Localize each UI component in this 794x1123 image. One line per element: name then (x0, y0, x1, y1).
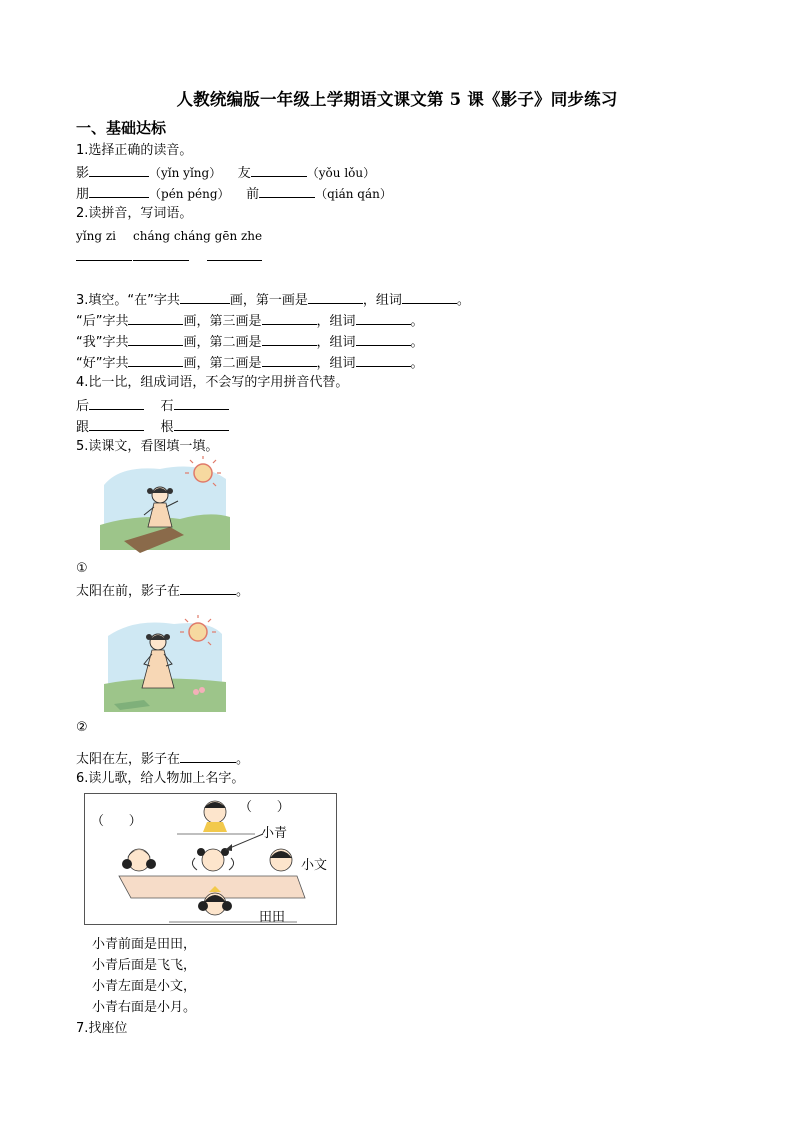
answer-blank[interactable] (128, 332, 183, 346)
answer-blank[interactable] (259, 184, 315, 198)
illustration-sun-left (104, 612, 226, 712)
q5-text: 太阳在左，影子在 (76, 752, 181, 767)
answer-blank[interactable] (251, 163, 307, 177)
q1-stem: 1.选择正确的读音。 (76, 143, 193, 158)
q4-row-2 (76, 417, 229, 437)
answer-blank[interactable] (262, 332, 317, 346)
answer-blank[interactable] (89, 163, 149, 177)
answer-blank[interactable] (174, 417, 229, 431)
q3-text: ，组词 (316, 314, 356, 329)
answer-blank[interactable] (180, 581, 236, 595)
q5-text: 。 (236, 584, 250, 599)
label-xiaowen: 小文 (301, 858, 328, 873)
q1-options-qian: （qián qán） (315, 187, 392, 201)
q3-text: 。 (456, 293, 470, 308)
answer-blank[interactable] (356, 353, 411, 367)
answer-blank[interactable] (180, 749, 236, 763)
answer-blank[interactable] (207, 260, 262, 261)
q5-sentence-1 (76, 581, 249, 601)
answer-blank[interactable] (76, 260, 132, 261)
q2-pinyin-2: cháng cháng gēn zhe (133, 229, 263, 243)
q2-stem: 2.读拼音，写词语。 (76, 206, 193, 221)
q3-line-1 (76, 290, 470, 310)
q3-line-2 (76, 311, 424, 331)
q4-char: 根 (160, 420, 174, 435)
q3-text: 画，第二画是 (183, 335, 262, 350)
q3-text: 画，第一画是 (229, 293, 308, 308)
figure-number-1: ① (76, 561, 88, 576)
q1-row1 (76, 163, 375, 183)
page-title: 人教统编版一年级上学期语文课文第 5 课《影子》同步练习 (176, 90, 618, 109)
section-heading: 一、基础达标 (76, 119, 167, 137)
q5-text: 。 (236, 752, 250, 767)
answer-blank[interactable] (402, 290, 457, 304)
answer-blank[interactable] (356, 332, 411, 346)
q3-text: 画，第三画是 (183, 314, 262, 329)
q4-row-1 (76, 396, 229, 416)
q7-stem: 7.找座位 (76, 1021, 128, 1036)
answer-blank[interactable] (180, 290, 230, 304)
q3-text: ，组词 (316, 356, 356, 371)
answer-blank[interactable] (262, 353, 317, 367)
q4-stem: 4.比一比，组成词语，不会写的字用拼音代替。 (76, 375, 349, 390)
q3-line-4 (76, 353, 424, 373)
q3-text: “好”字共 (76, 356, 129, 371)
blank-paren-left[interactable]: （ ） (91, 814, 142, 829)
answer-blank[interactable] (356, 311, 411, 325)
q5-text: 太阳在前，影子在 (76, 584, 181, 599)
q4-char: 石 (160, 399, 174, 414)
poem-line-3: 小青左面是小文， (92, 979, 197, 994)
q3-text: 画，第二画是 (183, 356, 262, 371)
q1-row2 (76, 184, 392, 204)
answer-blank[interactable] (308, 290, 363, 304)
q3-text: ，组词 (316, 335, 356, 350)
q3-text: 。 (410, 335, 424, 350)
answer-blank[interactable] (128, 311, 183, 325)
answer-blank[interactable] (128, 353, 183, 367)
q3-line-3 (76, 332, 424, 352)
answer-blank[interactable] (89, 396, 144, 410)
q1-options-ying: （yǐn yǐng） (149, 166, 222, 180)
q3-text: 。 (410, 314, 424, 329)
figure-number-2: ② (76, 720, 88, 735)
label-tiantian: 田田 (259, 910, 286, 925)
q5-stem: 5.读课文，看图填一填。 (76, 439, 219, 454)
q1-options-peng: （pén péng） (149, 187, 230, 201)
q1-char-qian: 前 (246, 187, 260, 202)
q1-char-you: 友 (237, 166, 251, 181)
answer-blank[interactable] (262, 311, 317, 325)
answer-blank[interactable] (174, 396, 229, 410)
q1-char-peng: 朋 (76, 187, 90, 202)
answer-blank[interactable] (133, 260, 189, 261)
blank-paren-top[interactable]: （ ） (239, 800, 290, 815)
answer-blank[interactable] (89, 417, 144, 431)
q4-char: 跟 (76, 420, 90, 435)
q3-text: 3.填空。“在”字共 (76, 293, 180, 308)
poem-line-4: 小青右面是小月。 (92, 1000, 197, 1015)
q5-sentence-2 (76, 749, 249, 769)
q1-options-you: （yǒu lǒu） (306, 166, 376, 180)
q2-pinyin-1: yǐng zi (76, 229, 117, 243)
illustration-sun-ahead (100, 455, 230, 565)
poem-line-1: 小青前面是田田， (92, 937, 197, 952)
q3-text: “我”字共 (76, 335, 129, 350)
poem-line-2: 小青后面是飞飞， (92, 958, 197, 973)
q1-char-ying: 影 (76, 166, 90, 181)
seating-diagram (84, 793, 337, 925)
q6-stem: 6.读儿歌，给人物加上名字。 (76, 771, 245, 786)
answer-blank[interactable] (89, 184, 149, 198)
q3-text: ，组词 (362, 293, 402, 308)
q3-text: 。 (410, 356, 424, 371)
label-xiaoqing: 小青 (261, 826, 288, 841)
q4-char: 后 (76, 399, 90, 414)
q3-text: “后”字共 (76, 314, 129, 329)
